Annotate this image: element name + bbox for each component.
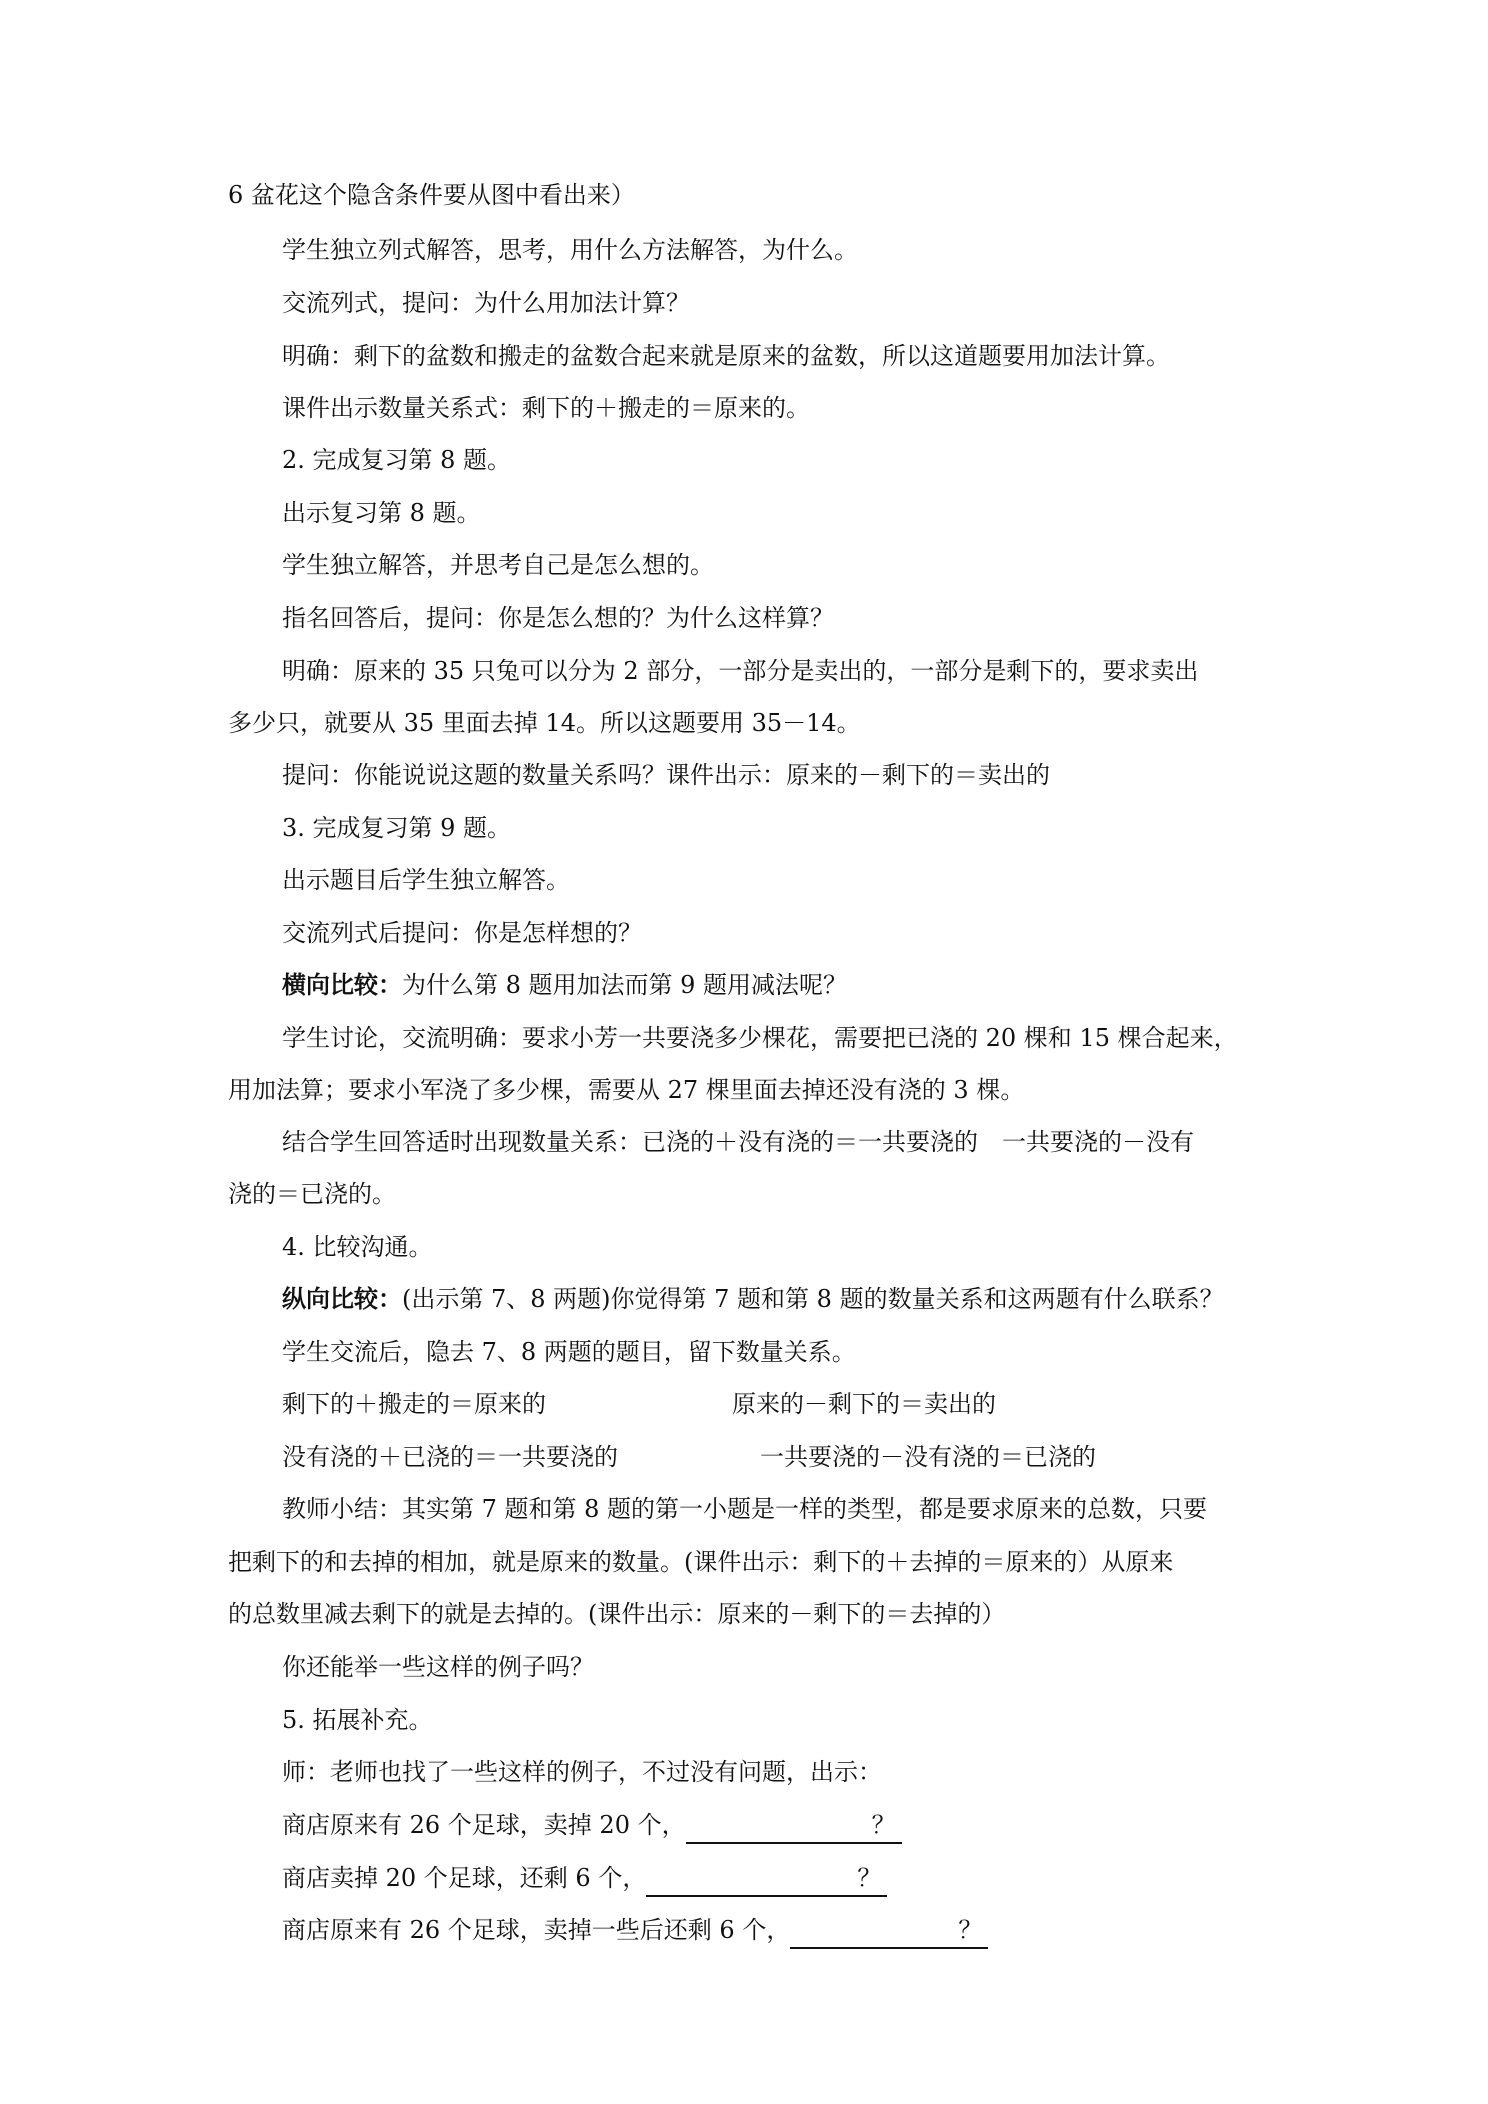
relation-right: 一共要浇的－没有浇的＝已浇的 (760, 1443, 1096, 1471)
paragraph-line: 的总数里减去剩下的就是去掉的。(课件出示：原来的－剩下的＝去掉的） (228, 1600, 1006, 1628)
answer-blank: ？ (686, 1808, 902, 1844)
heading-text: 为什么第 8 题用加法而第 9 题用减法呢？ (402, 971, 848, 999)
relation-line (282, 1387, 1332, 1421)
heading-text: (出示第 7、8 两题)你觉得第 7 题和第 8 题的数量关系和这两题有什么联系？ (402, 1285, 1224, 1313)
paragraph-line: 教师小结：其实第 7 题和第 8 题的第一小题是一样的类型，都是要求原来的总数，只要 (282, 1495, 1208, 1523)
relation-line (282, 1440, 1332, 1474)
relation-left: 剩下的＋搬走的＝原来的 (282, 1390, 546, 1418)
paragraph-line: 学生讨论，交流明确：要求小芳一共要浇多少棵花，需要把已浇的 20 棵和 15 棵合起来， (282, 1024, 1238, 1052)
paragraph-line: 明确：剩下的盆数和搬走的盆数合起来就是原来的盆数，所以这道题要用加法计算。 (282, 342, 1170, 370)
paragraph-line: 课件出示数量关系式：剩下的＋搬走的＝原来的。 (282, 394, 810, 422)
paragraph-line: 你还能举一些这样的例子吗？ (282, 1653, 594, 1681)
paragraph-line: 交流列式，提问：为什么用加法计算？ (282, 289, 690, 317)
paragraph-line: 5. 拓展补充。 (282, 1706, 433, 1734)
paragraph-line: 多少只，就要从 35 里面去掉 14。所以这题要用 35－14。 (228, 709, 861, 737)
paragraph-line: 2. 完成复习第 8 题。 (282, 446, 512, 474)
relation-right: 原来的－剩下的＝卖出的 (732, 1390, 996, 1418)
paragraph-line: 浇的＝已浇的。 (228, 1180, 396, 1208)
paragraph-line: 用加法算；要求小军浇了多少棵，需要从 27 棵里面去掉还没有浇的 3 棵。 (228, 1076, 1025, 1104)
paragraph-line: 出示复习第 8 题。 (282, 499, 481, 527)
bold-heading: 纵向比较： (282, 1284, 402, 1313)
paragraph-line (282, 1282, 1332, 1316)
relation-left: 没有浇的＋已浇的＝一共要浇的 (282, 1443, 618, 1471)
paragraph-line: 师：老师也找了一些这样的例子，不过没有问题，出示： (282, 1758, 882, 1786)
paragraph-line: 3. 完成复习第 9 题。 (282, 814, 512, 842)
paragraph-line: 指名回答后，提问：你是怎么想的？为什么这样算？ (282, 604, 834, 632)
paragraph-line (282, 968, 1332, 1002)
paragraph-line: 4. 比较沟通。 (282, 1233, 433, 1261)
problem-text: 商店卖掉 20 个足球，还剩 6 个， (282, 1864, 647, 1892)
answer-blank: ？ (790, 1913, 988, 1949)
problem-line (282, 1913, 1332, 1949)
paragraph-line: 把剩下的和去掉的相加，就是原来的数量。(课件出示：剩下的＋去掉的＝原来的）从原来 (228, 1548, 1174, 1576)
problem-text: 商店原来有 26 个足球，卖掉一些后还剩 6 个， (282, 1916, 791, 1944)
paragraph-line: 学生独立解答，并思考自己是怎么想的。 (282, 551, 714, 579)
paragraph-line: 学生独立列式解答，思考，用什么方法解答，为什么。 (282, 236, 858, 264)
paragraph-line: 6 盆花这个隐含条件要从图中看出来） (228, 181, 635, 209)
problem-line (282, 1808, 1332, 1844)
problem-text: 商店原来有 26 个足球，卖掉 20 个， (282, 1811, 686, 1839)
paragraph-line: 交流列式后提问：你是怎样想的？ (282, 919, 642, 947)
answer-blank: ？ (646, 1861, 887, 1897)
paragraph-line: 明确：原来的 35 只兔可以分为 2 部分，一部分是卖出的，一部分是剩下的，要求卖出 (282, 657, 1199, 685)
paragraph-line: 提问：你能说说这题的数量关系吗？课件出示：原来的－剩下的＝卖出的 (282, 761, 1050, 789)
bold-heading: 横向比较： (282, 970, 402, 999)
paragraph-line: 出示题目后学生独立解答。 (282, 866, 570, 894)
problem-line (282, 1861, 1332, 1897)
paragraph-line: 结合学生回答适时出现数量关系：已浇的＋没有浇的＝一共要浇的 一共要浇的－没有 (282, 1128, 1194, 1156)
paragraph-line: 学生交流后，隐去 7、8 两题的题目，留下数量关系。 (282, 1338, 856, 1366)
